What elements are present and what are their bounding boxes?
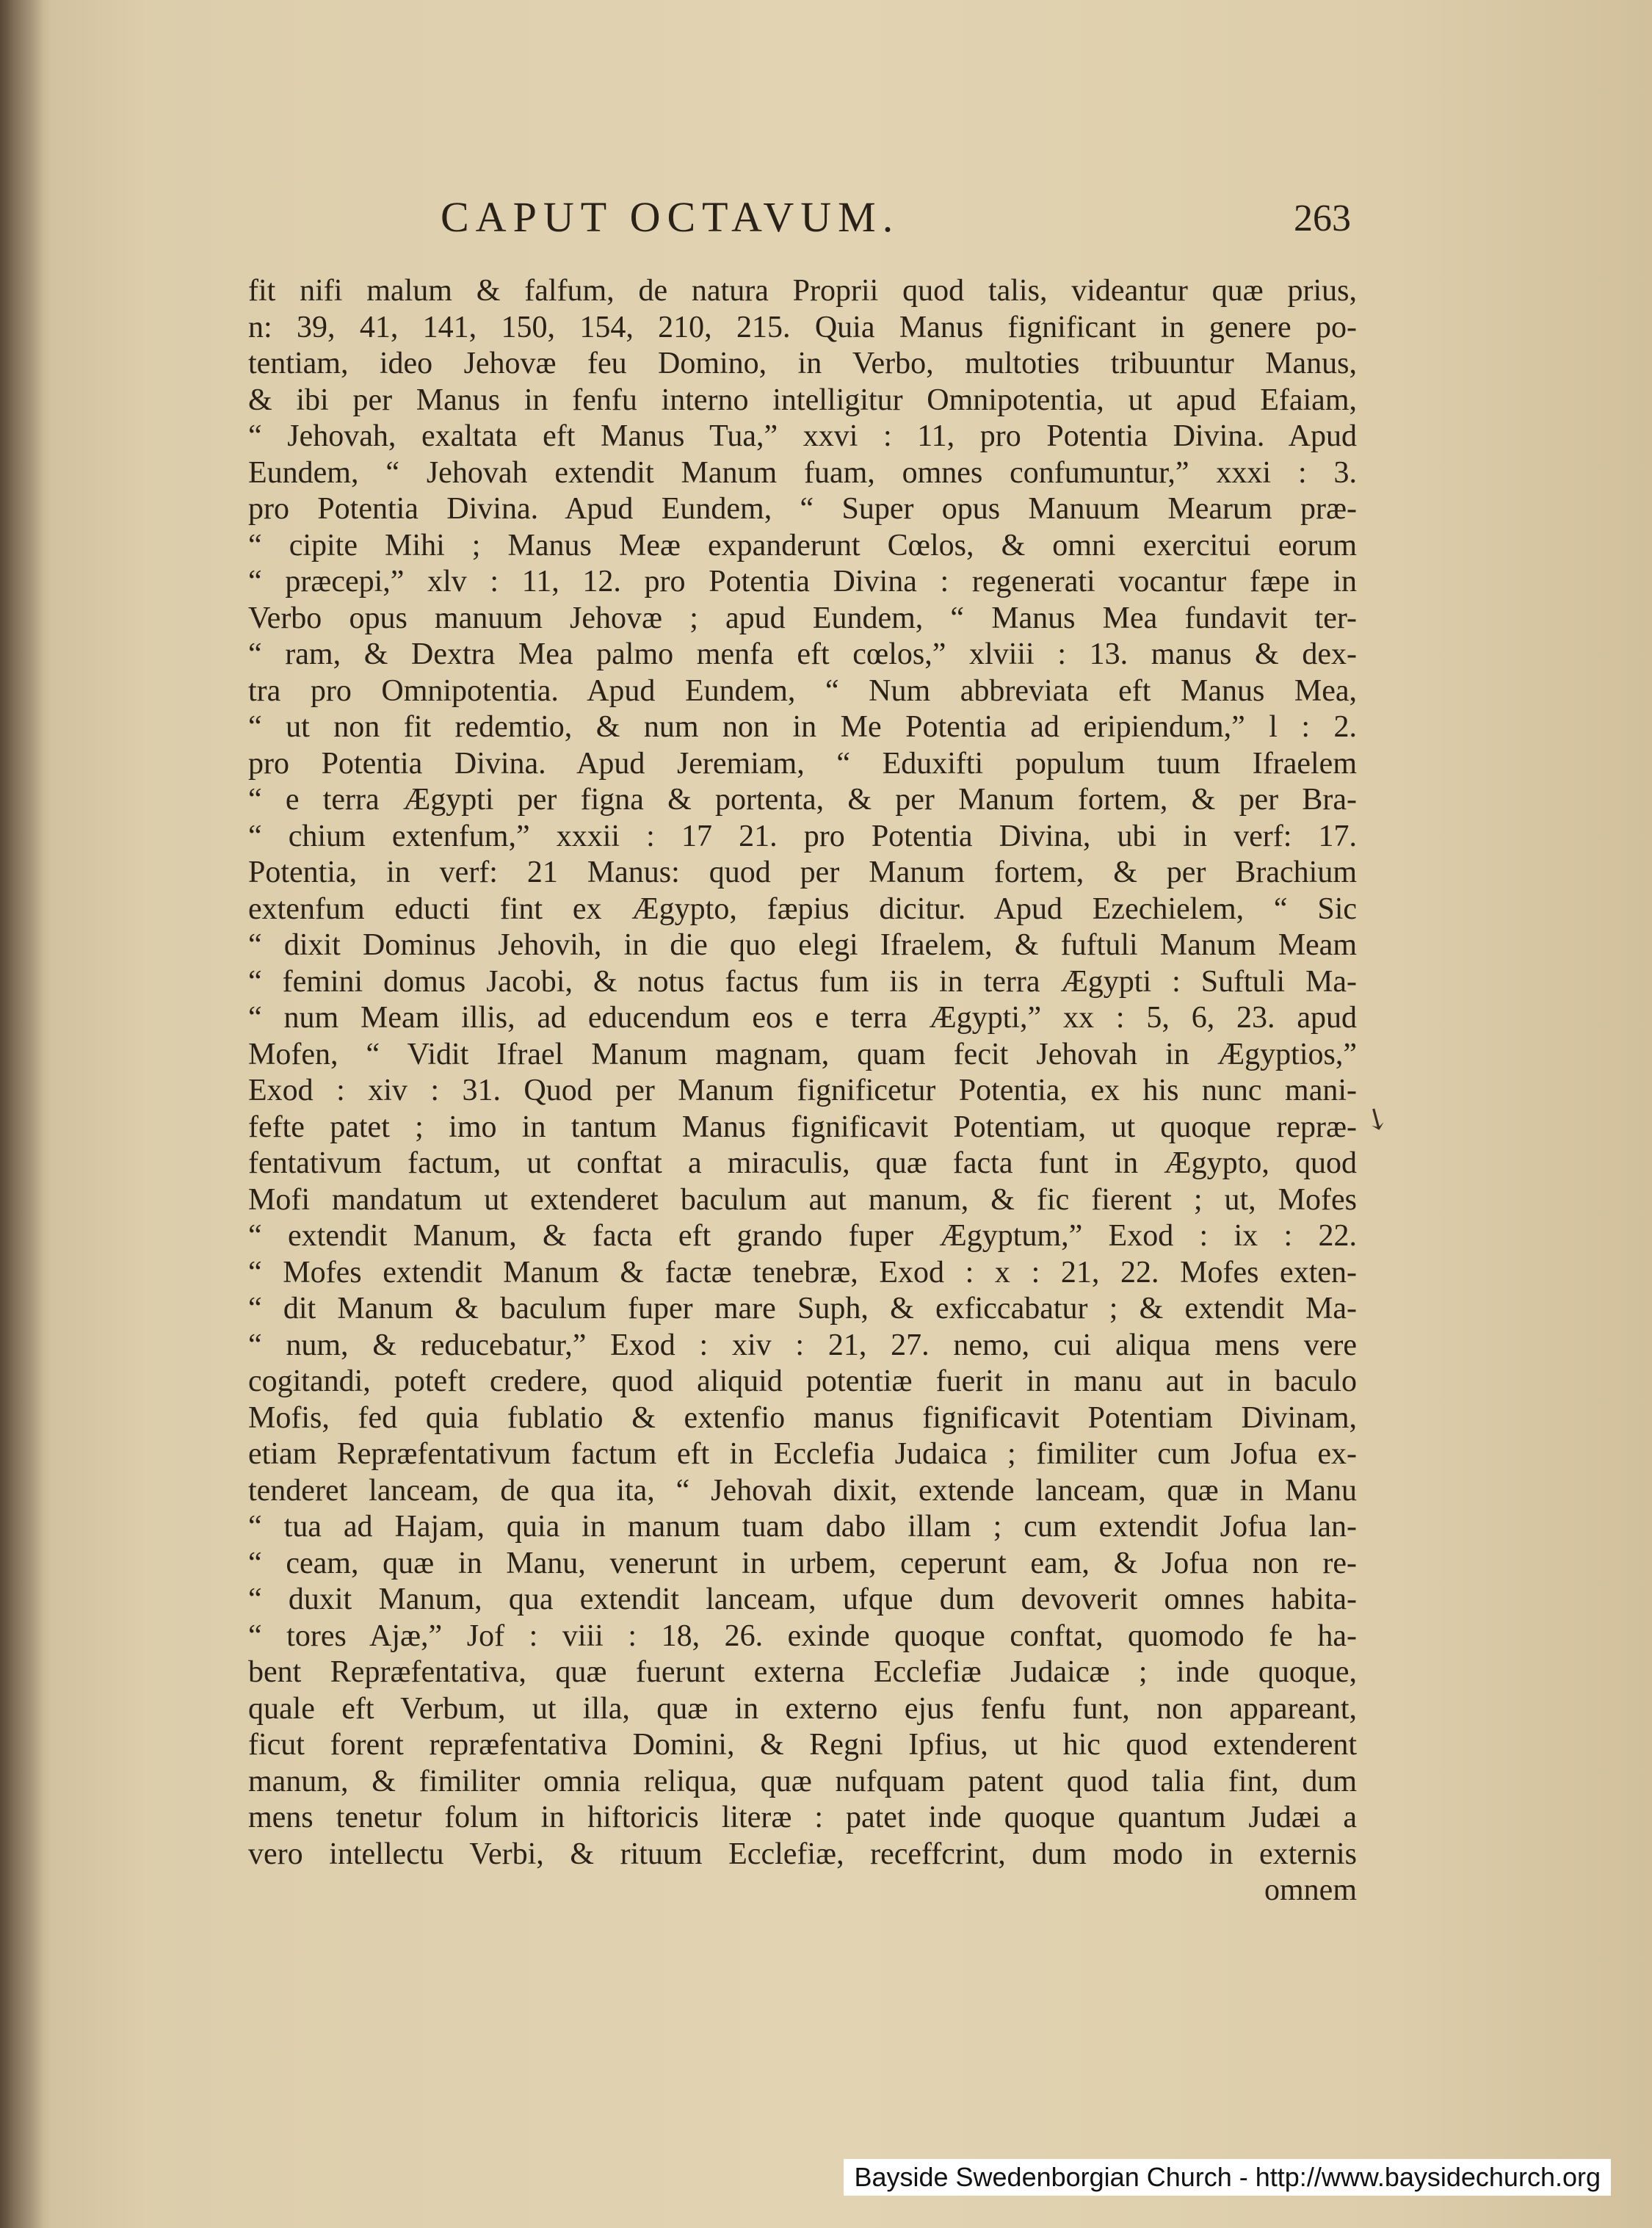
text-line: “ Jehovah, exaltata eft Manus Tua,” xxvi : 11, pro Potentia Divina. Apud [248,419,1357,453]
text-line: “ duxit Manum, qua extendit lanceam, ufque dum devoverit omnes habita- [248,1583,1357,1616]
text-line: “ femini domus Jacobi, & notus factus fum iis in terra Ægypti : Suftuli Ma- [248,964,1357,999]
text-line: “ num, & reducebatur,” Exod : xiv : 21, 27. nemo, cui aliqua mens vere [248,1328,1357,1362]
text-line: bent Repræfentativa, quæ fuerunt externa Ecclefiæ Judaicæ ; inde quoque, [248,1655,1357,1689]
margin-mark-icon: ↘ [1357,1098,1396,1140]
text-line: n: 39, 41, 141, 150, 154, 210, 215. Quia Manus fignificant in genere po- [248,310,1357,344]
text-line: “ tores Ajæ,” Jof : viii : 18, 26. exinde quoque conftat, quomodo fe ha- [248,1618,1357,1653]
text-line: pro Potentia Divina. Apud Jeremiam, “ Eduxifti populum tuum Ifraelem [248,746,1357,781]
text-line: “ ram, & Dextra Mea palmo menfa eft cœlos,” xlviii : 13. manus & dex- [248,637,1357,671]
text-line: Verbo opus manuum Jehovæ ; apud Eundem, “ Manus Mea fundavit ter- [248,601,1357,635]
text-line: etiam Repræfentativum factum eft in Ecclefia Judaica ; fimiliter cum Jofua ex- [248,1437,1357,1471]
text-line: “ ceam, quæ in Manu, venerunt in urbem, ceperunt eam, & Jofua non re- [248,1546,1357,1580]
gutter-shadow [0,0,44,2228]
text-line: Mofi mandatum ut extenderet baculum aut manum, & fic fierent ; ut, Mofes [248,1182,1357,1217]
text-line: “ e terra Ægypti per figna & portenta, & per Manum fortem, & per Bra- [248,783,1357,817]
text-line: “ extendit Manum, & facta eft grando fuper Ægyptum,” Exod : ix : 22. [248,1219,1357,1253]
text-line: tentiam, ideo Jehovæ feu Domino, in Verbo, multoties tribuuntur Manus, [248,347,1357,380]
text-line: tenderet lanceam, de qua ita, “ Jehovah dixit, extende lanceam, quæ in Manu [248,1473,1357,1508]
body-text [248,273,1357,1909]
text-line: omnem [1264,1873,1357,1907]
text-line: “ ut non fit redemtio, & num non in Me Potentia ad eripiendum,” l : 2. [248,710,1357,744]
text-line: extenfum educti fint ex Ægypto, fæpius dicitur. Apud Ezechielem, “ Sic [248,891,1357,926]
page-header [441,192,1351,258]
text-line: “ chium extenfum,” xxxii : 17 21. pro Potentia Divina, ubi in verf: 17. [248,819,1357,853]
text-line: fentativum factum, ut conftat a miraculis, quæ facta funt in Ægypto, quod [248,1146,1357,1180]
text-line: pro Potentia Divina. Apud Eundem, “ Super opus Manuum Mearum præ- [248,492,1357,526]
text-line: ficut forent repræfentativa Domini, & Regni Ipfius, ut hic quod extenderent [248,1728,1357,1762]
text-line: manum, & fimiliter omnia reliqua, quæ nufquam patent quod talia fint, dum [248,1764,1357,1798]
text-line: fit nifi malum & falfum, de natura Proprii quod talis, videantur quæ prius, [248,274,1357,308]
text-line: “ num Meam illis, ad educendum eos e terra Ægypti,” xx : 5, 6, 23. apud [248,1001,1357,1035]
text-line: “ tua ad Hajam, quia in manum tuam dabo illam ; cum extendit Jofua lan- [248,1510,1357,1544]
text-line: “ Mofes extendit Manum & factæ tenebræ, Exod : x : 21, 22. Mofes exten- [248,1255,1357,1290]
page-number: 263 [1294,198,1351,239]
watermark: Bayside Swedenborgian Church - http://www.baysidechurch.org [844,2159,1611,2196]
text-line: cogitandi, poteft credere, quod aliquid potentiæ fuerit in manu aut in baculo [248,1364,1357,1398]
text-line: tra pro Omnipotentia. Apud Eundem, “ Num abbreviata eft Manus Mea, [248,673,1357,708]
text-line: vero intellectu Verbi, & rituum Ecclefiæ, receffcrint, dum modo in externis [248,1837,1357,1871]
text-line: & ibi per Manus in fenfu interno intelligitur Omnipotentia, ut apud Efaiam, [248,383,1357,417]
text-line: Eundem, “ Jehovah extendit Manum fuam, omnes confumuntur,” xxxi : 3. [248,455,1357,490]
text-line: Mofis, fed quia fublatio & extenfio manus fignificavit Potentiam Divinam, [248,1400,1357,1435]
text-line: “ cipite Mihi ; Manus Meæ expanderunt Cœlos, & omni exercitui eorum [248,528,1357,563]
running-title: CAPUT OCTAVUM. [441,193,900,241]
text-line: “ præcepi,” xlv : 11, 12. pro Potentia Divina : regenerati vocantur fæpe in [248,565,1357,598]
text-line: Potentia, in verf: 21 Manus: quod per Manum fortem, & per Brachium [248,856,1357,889]
text-line: mens tenetur folum in hiftoricis literæ : patet inde quoque quantum Judæi a [248,1801,1357,1834]
text-line: fefte patet ; imo in tantum Manus fignificavit Potentiam, ut quoque repræ- [248,1110,1357,1144]
text-line: “ dixit Dominus Jehovih, in die quo elegi Ifraelem, & fuftuli Manum Meam [248,928,1357,962]
text-line: quale eft Verbum, ut illa, quæ in externo ejus fenfu funt, non appareant, [248,1691,1357,1726]
text-line: Mofen, “ Vidit Ifrael Manum magnam, quam fecit Jehovah in Ægyptios,” [248,1037,1357,1071]
text-line: “ dit Manum & baculum fuper mare Suph, & exficcabatur ; & extendit Ma- [248,1292,1357,1325]
text-line: Exod : xiv : 31. Quod per Manum fignificetur Potentia, ex his nunc mani- [248,1074,1357,1107]
